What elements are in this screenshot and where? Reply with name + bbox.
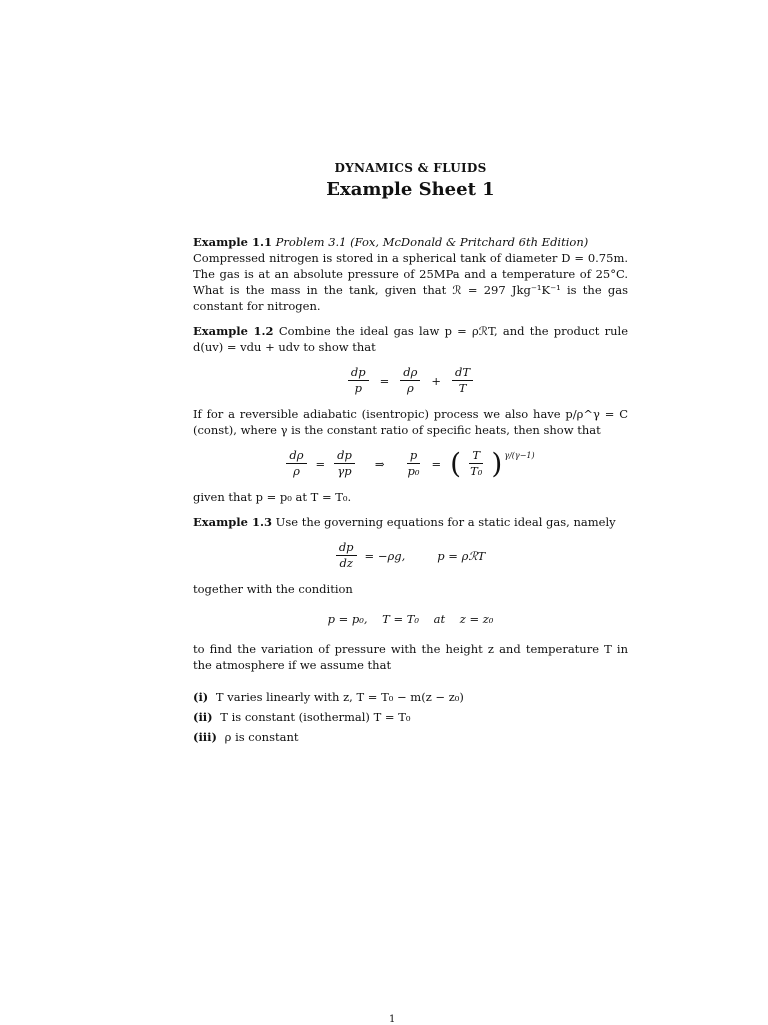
example-text: Combine the ideal gas law p = ρℛT, and the product rule d(uv) = vdu + udv to show that (193, 324, 629, 354)
fraction: $\frac{T}{\text{T₀}}$ (470, 448, 483, 478)
equation-isentropic: $\frac{d\rho}{\rho}$ = $\frac{dp}{\gamma p}$ ⇒ $\frac{p}{\text{p₀}}$ = ( $\frac{T}{\text{T₀}}$ ) γ/(γ−1) (193, 448, 628, 479)
implies-symbol: ⇒ (374, 456, 385, 471)
example-label: Example 1.1 (193, 235, 272, 249)
fraction: $\frac{dp}{\gamma p}$ (334, 448, 355, 479)
example-1-3-text-2: together with the condition (193, 582, 353, 596)
example-text: Use the governing equations for a static ideal gas, namely (275, 515, 616, 529)
list-item: (ii) T is constant (isothermal) T = T₀ (193, 710, 411, 724)
page-number: 1 (389, 1014, 396, 1025)
fraction: $\frac{dp}{p}$ (348, 365, 369, 396)
equation-hydrostatic: $\frac{dp}{dz}$ = −ρg, p = ρℛT (193, 540, 628, 571)
example-1-2-text-2: If for a reversible adiabatic (isentropic) process we also have p/ρ^γ = C (const), where γ is the constant ratio of specific heats, then show that (193, 407, 628, 437)
fraction: $\frac{dp}{dz}$ (336, 540, 357, 571)
sheet-title: Example Sheet 1 (326, 179, 495, 200)
exponent: γ/(γ−1) (504, 451, 535, 460)
example-reference: Problem 3.1 (Fox, McDonald & Pritchard 6th Edition) (275, 235, 589, 249)
course-heading: DYNAMICS & FLUIDS (334, 161, 487, 175)
list-item: (iii) ρ is constant (193, 730, 299, 744)
example-1-2-text-3: given that p = p₀ at T = T₀. (193, 490, 352, 504)
boundary-condition: p = p₀, T = T₀ at z = z₀ (327, 612, 494, 626)
example-label: Example 1.3 (193, 515, 272, 529)
example-1-3-paragraph (193, 514, 628, 530)
page-content (193, 160, 628, 747)
example-1-2-paragraph (193, 323, 628, 355)
equation-gas-law-differential: $\frac{dp}{p}$ = $\frac{d\rho}{\rho}$ + $\frac{dT}{T}$ (193, 365, 628, 396)
example-1-1-text: Compressed nitrogen is stored in a spherical tank of diameter D = 0.75m. The gas is at an absolute pressure of 25MPa and a temperature of 25°C. What is the mass in the tank, given that ℛ = 297 Jkg⁻¹K⁻¹ is the gas constant for nitrogen. (193, 251, 628, 313)
fraction: $\frac{dT}{T}$ (452, 365, 473, 396)
fraction: $\frac{d\rho}{\rho}$ (400, 365, 420, 396)
fraction: $\frac{p}{\text{p₀}}$ (407, 448, 420, 478)
example-1-1-heading (193, 234, 628, 250)
example-1-3-text-3: to find the variation of pressure with the height z and temperature T in the atmosphere if we assume that (193, 642, 628, 672)
list-item: (i) T varies linearly with z, T = T₀ − m(z − z₀) (193, 690, 464, 704)
assumption-list (193, 687, 628, 747)
example-label: Example 1.2 (193, 324, 274, 338)
fraction: $\frac{d\rho}{\rho}$ (286, 448, 306, 479)
